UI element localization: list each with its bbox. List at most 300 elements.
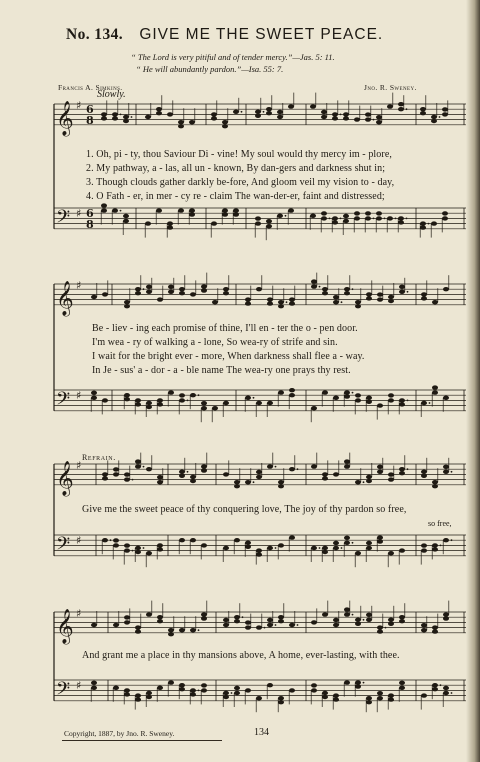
note-head xyxy=(443,396,449,400)
note-head xyxy=(112,116,118,120)
note-head xyxy=(145,221,151,225)
note-head xyxy=(398,220,404,224)
note-head xyxy=(332,216,338,220)
note-head xyxy=(190,475,196,479)
note-head xyxy=(443,686,449,690)
note-head xyxy=(333,472,339,476)
note-head xyxy=(366,700,372,704)
note-head xyxy=(135,402,141,406)
note-head xyxy=(102,292,108,296)
note-head xyxy=(124,472,130,476)
note-head xyxy=(421,623,427,627)
note-head xyxy=(234,615,240,619)
note-head xyxy=(222,208,228,212)
note-head xyxy=(321,110,327,114)
note-head xyxy=(157,547,163,551)
note-head xyxy=(322,691,328,695)
dot xyxy=(297,624,299,626)
note-head xyxy=(376,211,382,215)
note-head xyxy=(399,686,405,690)
note-head xyxy=(234,480,240,484)
key-signature-sharp: ♯ xyxy=(76,207,82,220)
note-head xyxy=(234,691,240,695)
author-credit: Francis A. Simkins. xyxy=(58,83,123,92)
note-head xyxy=(146,695,152,699)
dot xyxy=(341,547,343,549)
note-head xyxy=(190,538,196,542)
note-head xyxy=(256,552,262,556)
note-head xyxy=(388,622,394,626)
note-head xyxy=(366,618,372,622)
note-head xyxy=(278,300,284,304)
note-head xyxy=(135,697,141,701)
note-head xyxy=(179,683,185,687)
note-head xyxy=(157,686,163,690)
page-edge-shadow xyxy=(466,0,480,762)
dot xyxy=(395,218,397,220)
dot xyxy=(319,547,321,549)
note-head xyxy=(399,681,405,685)
dot xyxy=(352,288,354,290)
note-head xyxy=(135,546,141,550)
dot xyxy=(341,301,343,303)
note-head xyxy=(355,622,361,626)
key-signature-sharp: ♯ xyxy=(76,279,82,292)
dot xyxy=(286,301,288,303)
note-head xyxy=(432,484,438,488)
note-head xyxy=(442,216,448,220)
note-head xyxy=(343,214,349,218)
dot xyxy=(264,627,266,629)
note-head xyxy=(124,397,130,401)
note-head xyxy=(321,211,327,215)
note-head xyxy=(311,284,317,288)
note-head xyxy=(377,691,383,695)
note-head xyxy=(377,292,383,296)
note-head xyxy=(420,107,426,111)
note-head xyxy=(443,470,449,474)
note-head xyxy=(157,480,163,484)
note-head xyxy=(233,212,239,216)
note-head xyxy=(355,393,361,397)
note-head xyxy=(421,474,427,478)
refrain-echo: so free, xyxy=(428,519,452,528)
key-signature-sharp: ♯ xyxy=(76,679,82,692)
note-head xyxy=(388,551,394,555)
page-number: 134 xyxy=(254,727,269,738)
dot xyxy=(131,116,133,118)
note-head xyxy=(421,296,427,300)
note-head xyxy=(124,304,130,308)
note-head xyxy=(156,111,162,115)
note-head xyxy=(157,619,163,623)
note-head xyxy=(344,536,350,540)
note-head xyxy=(322,612,328,616)
note-head xyxy=(443,616,449,620)
note-head xyxy=(377,297,383,301)
note-head xyxy=(101,116,107,120)
note-head xyxy=(146,290,152,294)
note-head xyxy=(91,623,97,627)
note-head xyxy=(201,284,207,288)
note-head xyxy=(234,686,240,690)
key-signature-sharp: ♯ xyxy=(76,389,82,402)
note-head xyxy=(223,287,229,291)
note-head xyxy=(333,623,339,627)
note-head xyxy=(124,615,130,619)
note-head xyxy=(135,693,141,697)
dot xyxy=(143,288,145,290)
note-head xyxy=(124,477,130,481)
note-head xyxy=(255,110,261,114)
note-head xyxy=(278,484,284,488)
note-head xyxy=(267,546,273,550)
note-head xyxy=(354,117,360,121)
note-head xyxy=(421,543,427,547)
note-head xyxy=(146,401,152,405)
note-head xyxy=(344,612,350,616)
note-head xyxy=(179,687,185,691)
note-head xyxy=(344,390,350,394)
note-head xyxy=(178,208,184,212)
note-head xyxy=(365,211,371,215)
dot xyxy=(329,218,331,220)
bass-clef: 𝄢 xyxy=(56,206,71,232)
note-head xyxy=(344,394,350,398)
note-head xyxy=(123,115,129,119)
note-head xyxy=(113,538,119,542)
note-head xyxy=(278,304,284,308)
note-head xyxy=(398,107,404,111)
treble-clef: 𝄞 xyxy=(56,608,74,644)
note-head xyxy=(245,545,251,549)
note-head xyxy=(189,212,195,216)
note-head xyxy=(102,538,108,542)
note-head xyxy=(278,390,284,394)
scripture-reference-2: “ He will abundantly pardon.”—Isa. 55: 7. xyxy=(136,64,284,74)
dot xyxy=(187,400,189,402)
note-head xyxy=(289,301,295,305)
note-head xyxy=(322,695,328,699)
note-head xyxy=(267,464,273,468)
note-head xyxy=(366,541,372,545)
note-head xyxy=(399,467,405,471)
note-head xyxy=(421,470,427,474)
note-head xyxy=(245,620,251,624)
note-head xyxy=(343,112,349,116)
dot xyxy=(428,223,430,225)
key-signature-sharp: ♯ xyxy=(76,607,82,620)
note-head xyxy=(277,110,283,114)
dot xyxy=(451,692,453,694)
note-head xyxy=(333,541,339,545)
note-head xyxy=(234,484,240,488)
note-head xyxy=(310,104,316,108)
note-head xyxy=(255,221,261,225)
note-head xyxy=(388,697,394,701)
note-head xyxy=(256,696,262,700)
note-head xyxy=(256,548,262,552)
dot xyxy=(132,550,134,552)
note-head xyxy=(201,543,207,547)
note-head xyxy=(101,208,107,212)
bass-clef: 𝄢 xyxy=(56,533,71,559)
note-head xyxy=(278,480,284,484)
note-head xyxy=(311,546,317,550)
note-head xyxy=(190,393,196,397)
note-head xyxy=(421,292,427,296)
note-head xyxy=(223,472,229,476)
note-head xyxy=(289,688,295,692)
note-head xyxy=(431,119,437,123)
note-head xyxy=(399,402,405,406)
note-head xyxy=(179,628,185,632)
dot xyxy=(120,114,122,116)
note-head xyxy=(223,401,229,405)
note-head xyxy=(366,696,372,700)
note-head xyxy=(365,216,371,220)
dot xyxy=(451,539,453,541)
note-head xyxy=(289,623,295,627)
note-head xyxy=(355,398,361,402)
note-head xyxy=(211,116,217,120)
note-head xyxy=(135,629,141,633)
note-head xyxy=(146,612,152,616)
note-head xyxy=(124,393,130,397)
note-head xyxy=(442,107,448,111)
note-head xyxy=(278,696,284,700)
time-signature-bottom: 8 xyxy=(86,218,94,231)
note-head xyxy=(443,691,449,695)
note-head xyxy=(420,225,426,229)
note-head xyxy=(201,616,207,620)
note-head xyxy=(311,620,317,624)
note-head xyxy=(112,112,118,116)
note-head xyxy=(311,688,317,692)
dot xyxy=(275,466,277,468)
note-head xyxy=(157,297,163,301)
verse-3-line-b: I wait for the bright ever - more, When darkness shall flee a - way. xyxy=(92,351,365,362)
note-head xyxy=(443,612,449,616)
note-head xyxy=(354,211,360,215)
note-head xyxy=(179,287,185,291)
note-head xyxy=(123,214,129,218)
hymn-heading xyxy=(66,26,383,44)
note-head xyxy=(377,465,383,469)
note-head xyxy=(222,212,228,216)
note-head xyxy=(267,297,273,301)
note-head xyxy=(333,697,339,701)
note-head xyxy=(398,216,404,220)
note-head xyxy=(124,543,130,547)
note-head xyxy=(388,299,394,303)
treble-clef: 𝄞 xyxy=(56,280,74,316)
note-head xyxy=(443,538,449,542)
note-head xyxy=(212,406,218,410)
note-head xyxy=(333,693,339,697)
note-head xyxy=(157,398,163,402)
note-head xyxy=(388,477,394,481)
note-head xyxy=(146,285,152,289)
note-head xyxy=(333,618,339,622)
note-head xyxy=(266,224,272,228)
dot xyxy=(363,619,365,621)
note-head xyxy=(267,618,273,622)
note-head xyxy=(201,401,207,405)
note-head xyxy=(266,107,272,111)
note-head xyxy=(421,548,427,552)
note-head xyxy=(146,405,152,409)
note-head xyxy=(322,390,328,394)
note-head xyxy=(355,551,361,555)
verse-2-line-b: I'm wea - ry of walking a - lone, So wea-ry of strife and sin. xyxy=(92,337,338,348)
verse-2-line-a: 2. My pathway, a - las, all un - known, By dan-gers and darkness shut in; xyxy=(86,163,386,174)
dot xyxy=(275,547,277,549)
note-head xyxy=(355,480,361,484)
note-head xyxy=(310,214,316,218)
note-head xyxy=(377,625,383,629)
note-head xyxy=(255,216,261,220)
note-head xyxy=(146,467,152,471)
note-head xyxy=(179,398,185,402)
note-head xyxy=(223,546,229,550)
note-head xyxy=(443,465,449,469)
note-head xyxy=(432,390,438,394)
dot xyxy=(384,218,386,220)
note-head xyxy=(366,296,372,300)
note-head xyxy=(355,684,361,688)
note-head xyxy=(256,470,262,474)
note-head xyxy=(322,287,328,291)
note-head xyxy=(157,615,163,619)
note-head xyxy=(289,467,295,471)
note-head xyxy=(267,401,273,405)
dot xyxy=(242,616,244,618)
note-head xyxy=(212,300,218,304)
note-head xyxy=(135,464,141,468)
note-head xyxy=(222,120,228,124)
note-head xyxy=(420,111,426,115)
note-head xyxy=(135,291,141,295)
treble-clef: 𝄞 xyxy=(56,100,74,136)
verse-1-line-b: Be - liev - ing each promise of thine, I'll en - ter the o - pen door. xyxy=(92,323,358,334)
dot xyxy=(340,114,342,116)
note-head xyxy=(135,287,141,291)
dot xyxy=(143,547,145,549)
note-head xyxy=(376,216,382,220)
note-head xyxy=(289,535,295,539)
dot xyxy=(253,481,255,483)
note-head xyxy=(211,221,217,225)
note-head xyxy=(167,221,173,225)
note-head xyxy=(256,287,262,291)
dot xyxy=(187,471,189,473)
note-head xyxy=(420,221,426,225)
note-head xyxy=(255,114,261,118)
dot xyxy=(198,394,200,396)
note-head xyxy=(113,543,119,547)
note-head xyxy=(399,398,405,402)
note-head xyxy=(443,287,449,291)
note-head xyxy=(113,467,119,471)
note-head xyxy=(135,625,141,629)
note-head xyxy=(365,117,371,121)
note-head xyxy=(124,692,130,696)
note-head xyxy=(366,400,372,404)
note-head xyxy=(344,464,350,468)
note-head xyxy=(322,546,328,550)
note-head xyxy=(157,543,163,547)
note-head xyxy=(167,225,173,229)
note-head xyxy=(322,476,328,480)
note-head xyxy=(399,619,405,623)
dot xyxy=(198,690,200,692)
note-head xyxy=(123,219,129,223)
note-head xyxy=(332,112,338,116)
dot xyxy=(407,400,409,402)
dot xyxy=(440,545,442,547)
note-head xyxy=(311,464,317,468)
note-head xyxy=(332,220,338,224)
note-head xyxy=(354,216,360,220)
note-head xyxy=(388,472,394,476)
note-head xyxy=(432,625,438,629)
note-head xyxy=(321,216,327,220)
dot xyxy=(373,119,375,121)
dot xyxy=(319,286,321,288)
note-head xyxy=(245,301,251,305)
note-head xyxy=(266,219,272,223)
note-head xyxy=(355,680,361,684)
note-head xyxy=(278,543,284,547)
note-head xyxy=(343,219,349,223)
note-head xyxy=(190,688,196,692)
note-head xyxy=(223,691,229,695)
dot xyxy=(110,539,112,541)
treble-clef: 𝄞 xyxy=(56,460,74,496)
dot xyxy=(439,116,441,118)
dot xyxy=(253,397,255,399)
note-head xyxy=(366,292,372,296)
note-head xyxy=(113,623,119,627)
note-head xyxy=(278,619,284,623)
note-head xyxy=(91,295,97,299)
verse-1-line-a: 1. Oh, pi - ty, thou Saviour Di - vine! My soul would thy mercy im - plore, xyxy=(86,149,392,160)
dot xyxy=(407,291,409,293)
note-head xyxy=(344,291,350,295)
note-head xyxy=(113,472,119,476)
note-head xyxy=(399,285,405,289)
dot xyxy=(406,218,408,220)
note-head xyxy=(376,120,382,124)
note-head xyxy=(388,393,394,397)
note-head xyxy=(388,693,394,697)
note-head xyxy=(377,539,383,543)
note-head xyxy=(344,287,350,291)
note-head xyxy=(366,475,372,479)
note-head xyxy=(333,300,339,304)
note-head xyxy=(256,401,262,405)
note-head xyxy=(245,541,251,545)
note-head xyxy=(432,385,438,389)
dot xyxy=(275,624,277,626)
key-signature-sharp: ♯ xyxy=(76,459,82,472)
note-head xyxy=(168,632,174,636)
note-head xyxy=(146,551,152,555)
note-head xyxy=(179,474,185,478)
note-head xyxy=(233,208,239,212)
note-head xyxy=(387,216,393,220)
